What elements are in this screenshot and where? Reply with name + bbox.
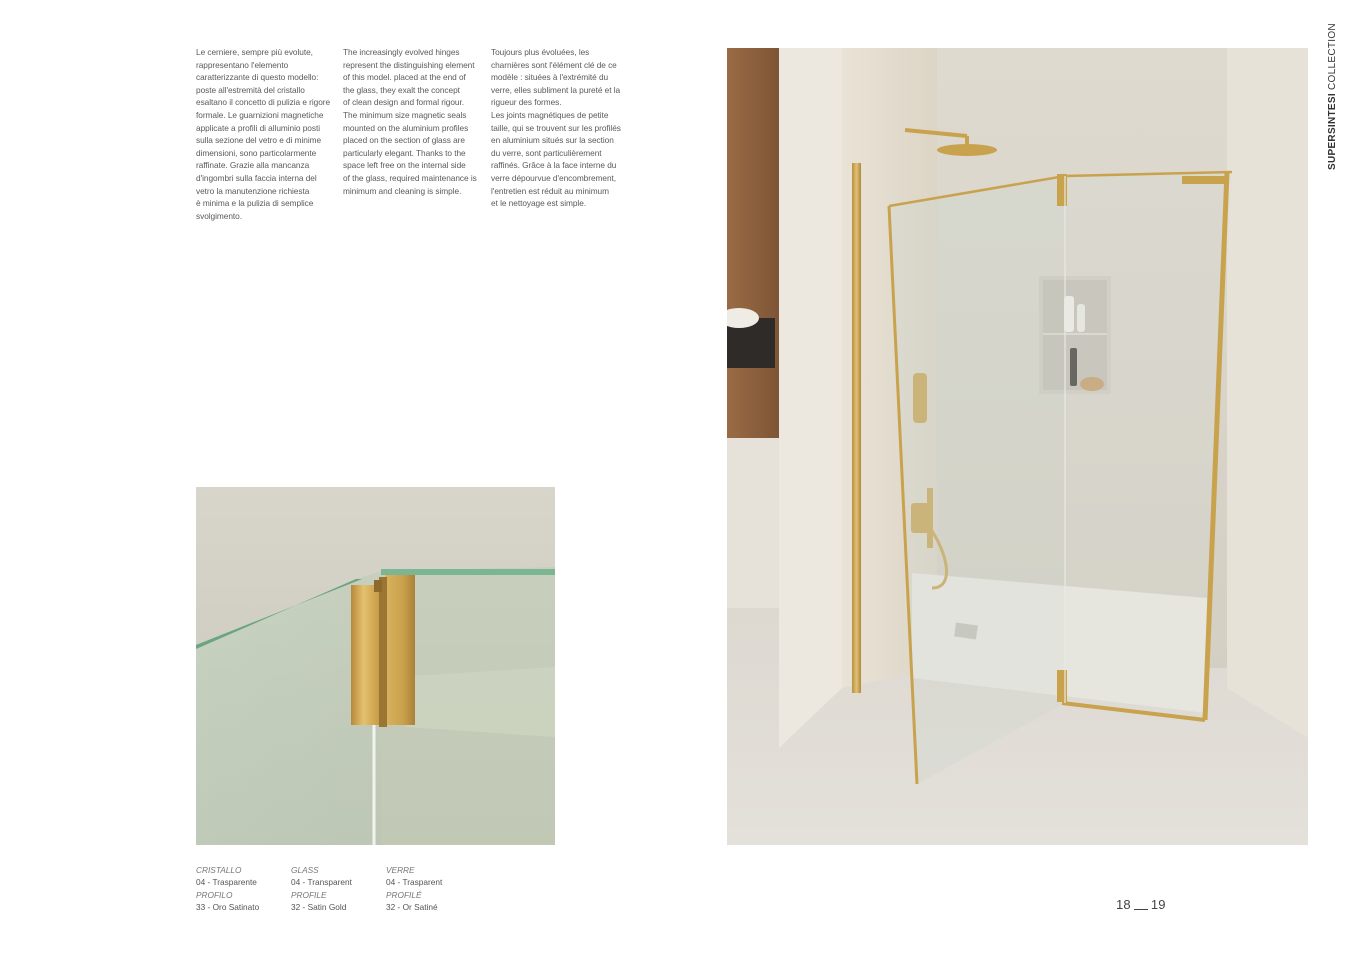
- profile-label: PROFILÉ: [386, 890, 422, 901]
- glass-label: GLASS: [291, 865, 319, 875]
- profile-label: PROFILO: [196, 890, 233, 901]
- text-column-english: The increasingly evolved hinges represent the distinguishing element of this model. placed at the end of the glass, they exalt the concept of clean design and formal rigour. The minimum size magnetic seals mounted on the aluminium profiles placed on the section of glass are particularly elegant. Thanks to the space left free on the internal side of the glass, required maintenance is minimum and cleaning is simple.: [343, 47, 477, 196]
- profile-value: 33 - Oro Satinato: [196, 901, 260, 912]
- spec-block-english: [291, 865, 383, 915]
- shower-enclosure-photo: [727, 48, 1308, 845]
- spec-block-italian: [196, 865, 288, 915]
- glass-label: CRISTALLO: [196, 865, 242, 875]
- text-column-french: Toujours plus évoluées, les charnières sont l'élément clé de ce modèle : situées à l'extrémité du verre, elles subliment la pureté et la rigueur des formes. Les joints magnétiques de petite taille, qui se trouvent sur les profilés en aluminium situés sur la section du verre, sont particulièrement raffinés. Grâce à la face interne du verre dépourvue d'encombrement, l'entretien est réduit au minimum et le nettoyage est simple.: [491, 47, 621, 209]
- profile-label: PROFILE: [291, 890, 327, 901]
- glass-label: VERRE: [386, 865, 415, 875]
- spec-block-french: [386, 865, 478, 915]
- page-number-right: 19: [1150, 897, 1166, 912]
- profile-value: 32 - Satin Gold: [291, 901, 347, 912]
- glass-value: 04 - Trasparent: [386, 876, 443, 887]
- page-number-separator: [1134, 909, 1148, 910]
- page-number-left: 18: [1116, 897, 1131, 912]
- glass-value: 04 - Transparent: [291, 876, 352, 887]
- hinge-detail-photo: [196, 487, 555, 845]
- glass-value: 04 - Trasparente: [196, 876, 257, 887]
- collection-title-bold: SUPERSINTESI: [1327, 93, 1338, 170]
- collection-title-regular: COLLECTION: [1327, 23, 1338, 94]
- page-numbers: [1116, 897, 1166, 912]
- profile-value: 32 - Or Satiné: [386, 901, 438, 912]
- text-column-italian: Le cerniere, sempre più evolute, rappresentano l'elemento caratterizzante di questo modello: poste all'estremità del cristallo esaltano il concetto di pulizia e rigore formale. Le guarnizioni magnetiche applicate a profili di alluminio posti sulla sezione del vetro e di minime dimensioni, sono particolarmente raffinate. Grazie alla mancanza d'ingombri sulla faccia interna del vetro la manutenzione richiesta è minima e la pulizia di semplice svolgimento.: [196, 47, 331, 221]
- collection-title: [1316, 23, 1338, 173]
